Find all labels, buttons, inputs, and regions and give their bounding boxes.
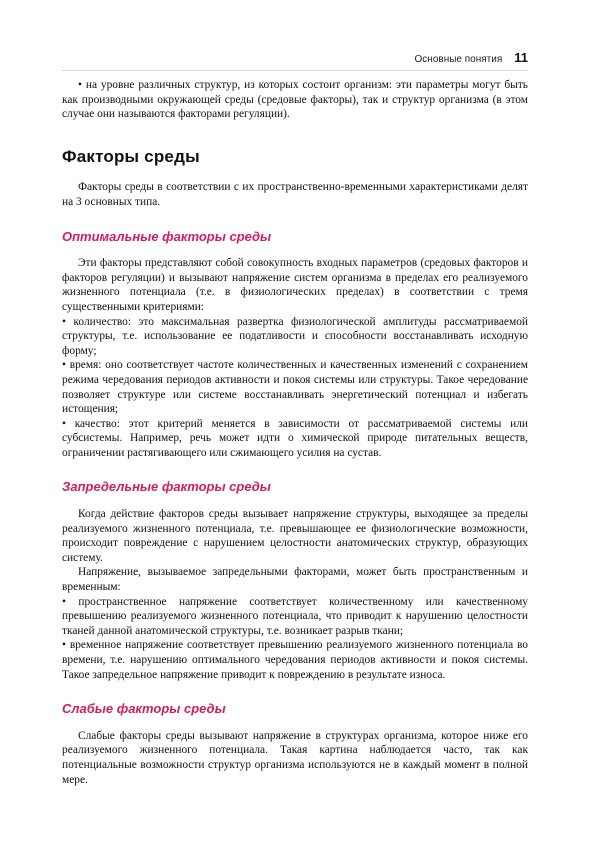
excessive-paragraph-2: Напряжение, вызываемое запредельными факторами, может быть пространственным и временным:: [62, 566, 528, 594]
subsection-title-excessive: Запредельные факторы среды: [62, 479, 271, 495]
optimal-paragraph: Эти факторы представляют собой совокупность входных параметров (средовых факторов и факторов регуляции) и вызывают напряжение систем организма в пределах его реализуемого жизненного потенциала (т.е. в физиологических пределах) в соответствии с тремя существенными критериями:: [62, 257, 528, 313]
optimal-bullet-quantity: • количество: это максимальная развертка физиологической амплитуды рассматриваемой структуры, т.е. использование ее податливости и способности восстанавливать исходную форму;: [62, 315, 528, 359]
running-header-section: Основные понятия: [414, 54, 503, 65]
excessive-bullet-spatial: • пространственное напряжение соответствует количественному или качественному превышению реализуемого жизненного потенциала, что приводит к нарушению целостности тканей данной анатомической структуры, т.е. возникает разрыв ткани;: [62, 595, 528, 639]
section-title: Факторы среды: [62, 146, 200, 166]
optimal-bullet-quality: • качество: этот критерий меняется в зависимости от рассматриваемой системы или субсистемы. Например, речь может идти о химической природе питательных веществ, ограничении растягивающего или сжимающего усилия на сустав.: [62, 417, 528, 461]
weak-paragraph: Слабые факторы среды вызывают напряжение в структурах организма, которое ниже его реализуемого жизненного потенциала. Такая картина наблюдается часто, так как потенциальные возможности структур организма используются не в каждый момент в полной мере.: [62, 729, 528, 786]
excessive-paragraph-1: Когда действие факторов среды вызывает напряжение структуры, выходящее за пределы реализуемого жизненного потенциала, т.е. превышающее ее физиологические возможности, происходит повреждение с нарушением целостности анатомических структур, образующих систему.: [62, 508, 528, 564]
optimal-bullet-time: • время: оно соответствует частоте количественных и качественных изменений с сохранением режима чередования периодов активности и покоя системы или структуры. Такое чередование позволяет структуре или системе восстанавливать энергетический потенциал и избегать истощения;: [62, 358, 528, 416]
page-number: 11: [514, 50, 528, 65]
header-rule: [62, 70, 528, 71]
section-intro: Факторы среды в соответствии с их пространственно-временными характеристиками делят на 3 основных типа.: [62, 181, 528, 208]
excessive-bullet-temporal: • временное напряжение соответствует превышению реализуемого жизненного потенциала во времени, т.е. нарушению оптимального чередования периодов активности и покоя системы. Такое запредельное напряжение приводит к повреждению в результате износа.: [62, 638, 528, 682]
intro-bullet: • на уровне различных структур, из которых состоит организм: эти параметры могут быть как производными окружающей среды (средовые факторы), так и структур организма (в этом случае они называются факторами регуляции).: [62, 78, 528, 122]
subsection-title-optimal: Оптимальные факторы среды: [62, 228, 272, 244]
running-header: [415, 50, 528, 65]
subsection-title-weak: Слабые факторы среды: [62, 701, 226, 717]
body-text: [62, 78, 528, 787]
